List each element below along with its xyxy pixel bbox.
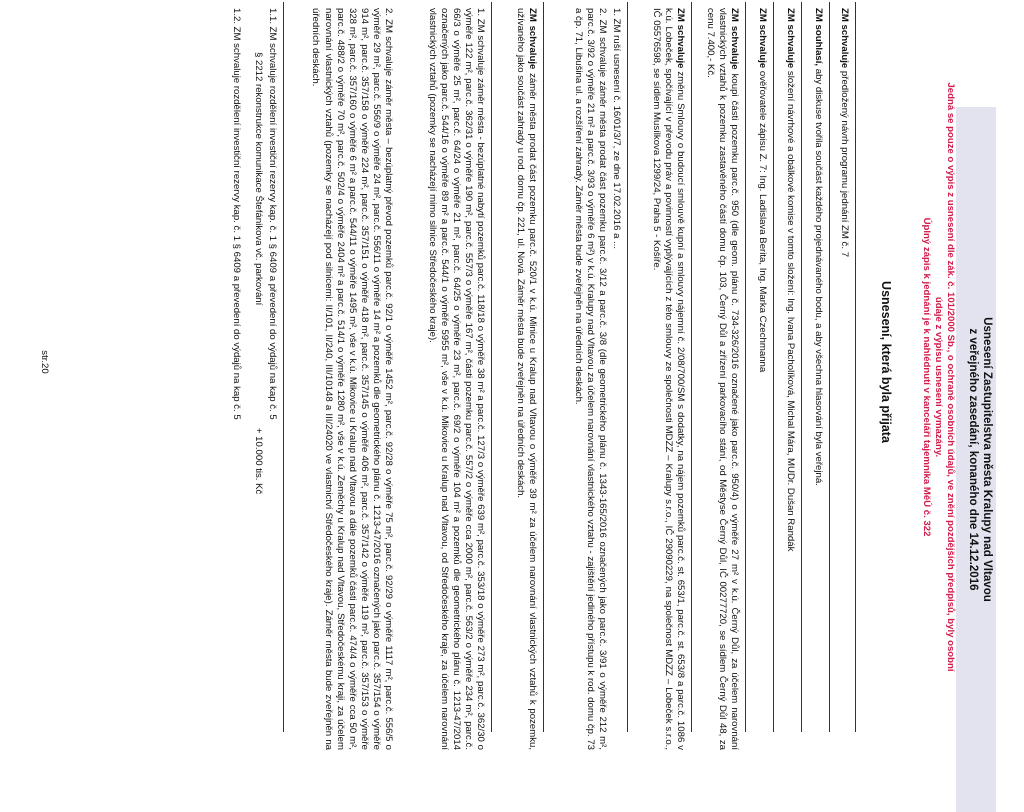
resolution-item: [572, 8, 608, 750]
section-heading: Usnesení, která byla přijata: [879, 281, 893, 443]
resolution-text: 1.1. ZM schvaluje rozdělení investiční rezervy kap. č. 1 § 6409 a převedení do výdajů na kap č. 5: [267, 8, 278, 420]
resolution-text: 1. ZM schvaluje záměr města - bezúplatné nabytí pozemků parc.č. 118/18 o výměře 38 m² a parc.č. 127/3 o výměře 639 m², parc.č. 353/18 o výměře 273 m², parc.č. 362/30 o výměře 122 m², parc.č. 362/31 o výměře 190 m², parc.č. 557/3 o výměře 167 m², části pozemku parc.č. 557/2 o výměře cca 2000 m², parc.č. 563/2 o výměře 234 m², parc.č. 66/3 o výměře 25 m², parc.č. 64/24 o výměře 21 m², parc.č. 64/25 o výměře 23 m², parc.č. 69/2 o výměře 104 m² a pozemků dle geometrického plánu č. 1213-47/2014 označených jako parc.č. 544/16 o výměře 89 m² a parc.č. 544/1 o výměře 5955 m², vše v k.ú. Mikovice u Kralup nad Vltavou, od Středočeského kraje, za účelem narovnání vlastnických vztahů (pozemky se nacházejí mimo silnice Středočeského kraje).: [426, 8, 486, 750]
resolution-text: § 2212 rekonstrukce komunikace Štefánikova vč. parkování + 10.000 tis. Kč: [253, 52, 264, 495]
document-subtitle: z veřejného zasedání, konaného dne 14.12.2016: [967, 328, 980, 591]
resolution-verb: ZM souhlasí,: [813, 8, 824, 67]
page-number: str.20: [39, 350, 50, 374]
separator: [691, 2, 692, 732]
resolution-verb: ZM schvaluje: [839, 8, 850, 69]
resolution-item: [426, 8, 486, 750]
resolution-text: aby diskuse tvořila součást každého projednávaného bodu, a aby všechna hlasování byla veřejná.: [813, 66, 824, 486]
document-header: [956, 107, 996, 812]
resolution-text: 2. ZM schvaluje záměr města – bezúplatný převod pozemků parc.č. 92/1 o výměře 1452 m², parc.č. 92/28 o výměře 75 m², parc.č. 92/29 o výměře 1117 m², parc.č. 556/5 o výměře 29 m², parc.č. 556/9 o výměře 24 m², parc.č. 556/11 o výměře 14 m² a pozemků dle geometrického plánu č. 1213-47/2016 označených jako parc.č. 357/154 o výměře 914 m², parc.č. 357/158 o výměře 224 m², parc.č. 357/151 o výměře 418 m², parc.č. 357/145 o výměře 406 m², parc.č. 357/142 o výměře 119 m², parc.č. 357/153 o výměře 328 m², parc.č. 357/160 o výměře 6 m² a parc.č. 544/11 o výměře 1495 m², vše v k.ú. Mikovice u Kralup nad Vltavou a dále pozemků části parc.č. 474/4 o výměře cca 50 m², parc.č. 488/2 o výměře 70 m², parc.č. 502/4 o výměře 2404 m² a parc.č. 514/1 o výměře 1280 m², vše v k.ú. Zeměchy u Kralup nad Vltavou, Středočeskému kraji, za účelem narovnání vlastnických vztahů (pozemky se nacházejí pod silnicemi: II/101, II/240, III/10148 a III/24020 ve vlastnictví Středočeského kraje). Záměr města bude zveřejněn na úředních deskách.: [310, 8, 394, 750]
resolution-text: 1.2. ZM schvaluje rozdělení investiční rezervy kap. č. 1 § 6409 a převedení do výdajů na kap č. 5: [231, 8, 242, 420]
resolution-item: [230, 8, 242, 750]
resolution-item: [650, 8, 686, 750]
resolution-verb: ZM schvaluje: [675, 8, 686, 69]
resolution-item: [704, 8, 740, 750]
resolution-item: [610, 8, 622, 750]
resolution-item: [756, 8, 768, 750]
separator: [855, 2, 856, 732]
resolution-item: [266, 8, 278, 750]
resolution-verb: ZM schvaluje: [527, 8, 538, 70]
privacy-notice-line: Úplný zápis k jednání je k nahlédnutí v kanceláři tajemníka MěÚ č. 322: [921, 217, 932, 537]
resolution-item: [514, 8, 538, 750]
resolution-item: [838, 8, 850, 750]
resolution-verb: ZM schvaluje: [757, 8, 768, 69]
resolution-item: [784, 8, 796, 750]
resolution-verb: ZM schvaluje: [729, 8, 740, 70]
separator: [773, 2, 774, 732]
resolution-text: ověřovatele zápisu Z. 7: Ing. Ladislava Berita, Ing. Marka Czechmanna: [757, 68, 768, 373]
resolution-text: složení návrhové a obálkové komise v tomto složení: Ing. Ivana Pacholíková, Michal Mára, MUDr. Dušan Randák: [785, 68, 796, 552]
separator: [829, 2, 830, 732]
privacy-notice-line: Jedná se pouze o výpis z usnesení dle zák. č. 101/2000 Sb., o ochraně osobních údajů, ve znění pozdějších předpisů, byly osobní: [945, 82, 956, 672]
resolution-text: koupi části pozemku parc.č. 950 (dle geom. plánu č. 734-326/2016 označené jako parc.č. 950/4) o výměře 27 m² v k.ú. Černý Důl, za účelem narovnání vlastnických vztahů k pozemku zastavěného částí domu čp. 103, Černý Důl a zřízení parkovacího stání, od Městyse Černý Důl, IČ 00277720, se sídlem Černý Důl 48, za cenu 7.400,- Kč.: [704, 8, 740, 750]
separator: [543, 2, 544, 732]
privacy-notice-line: údaje z výpisu usnesení vymazány.: [933, 296, 944, 458]
separator: [283, 2, 284, 732]
resolution-text: 1. ZM ruší usnesení č. 16/01/3/7, ze dne 17.02.2016 a ...: [611, 8, 622, 250]
resolution-text: předložený návrh programu jednání ZM č. 7: [839, 68, 850, 258]
separator: [491, 2, 492, 732]
resolution-item: [812, 8, 824, 750]
resolution-text: 2. ZM schvaluje záměr města prodat část pozemku parc.č. 3/12 a parc.č. 3/8 (dle geometrického plánu č. 1343-165/2016 označených jako parc.č. 3/91 o výměře 212 m², parc.č. 3/92 o výměře 21 m² a parc.č. 3/93 o výměře 6 m²) v k.ú. Kralupy nad Vltavou za účelem narovnání vlastnického vztahu - zajištění jediného přístupu k rod. domu čp. 73 a čp. 71, Libušina ul. a rozšíření zahrady. Záměr města bude zveřejněn na úředních deskách.: [572, 8, 608, 750]
separator: [627, 2, 628, 732]
separator: [745, 2, 746, 732]
resolution-item: [309, 8, 394, 750]
document-title: Usnesení Zastupitelstva města Kralupy nad Vltavou: [981, 317, 994, 602]
resolution-verb: ZM schvaluje: [785, 8, 796, 69]
privacy-notice: [920, 0, 956, 762]
separator: [801, 2, 802, 732]
resolution-text: změnu Smlouvy o budoucí smlouvě kupní a smlouvy nájemní č. 2/08/700/SM s dodatky, na nájem pozemků parc.č. st. 653/1, parc.č. st. 653/8 a parc.č. 1086 v k.ú. Lobeček, spočívající v převodu práv a povinností vyplývajících z této smlouvy ze společnosti MDZZ – Kralupy s.r.o., IČ 29090229, na společnost MDZZ – Lobeček s.r.o., IČ 05576598, se sídlem Musílkova 1299/24, Praha 5 - Košíře.: [650, 8, 686, 750]
resolution-text: záměr města prodat část pozemku parc.č. 520/1 v k.ú. Minice u Kralup nad Vltavou o výměře 39 m² za účelem narovnání vlastnických vztahů k pozemku, užívaného jako součást zahrady u rod. domu čp. 221, ul. Nová. Záměr města bude zveřejněn na úředních deskách.: [514, 8, 538, 750]
resolution-item: [252, 52, 264, 750]
